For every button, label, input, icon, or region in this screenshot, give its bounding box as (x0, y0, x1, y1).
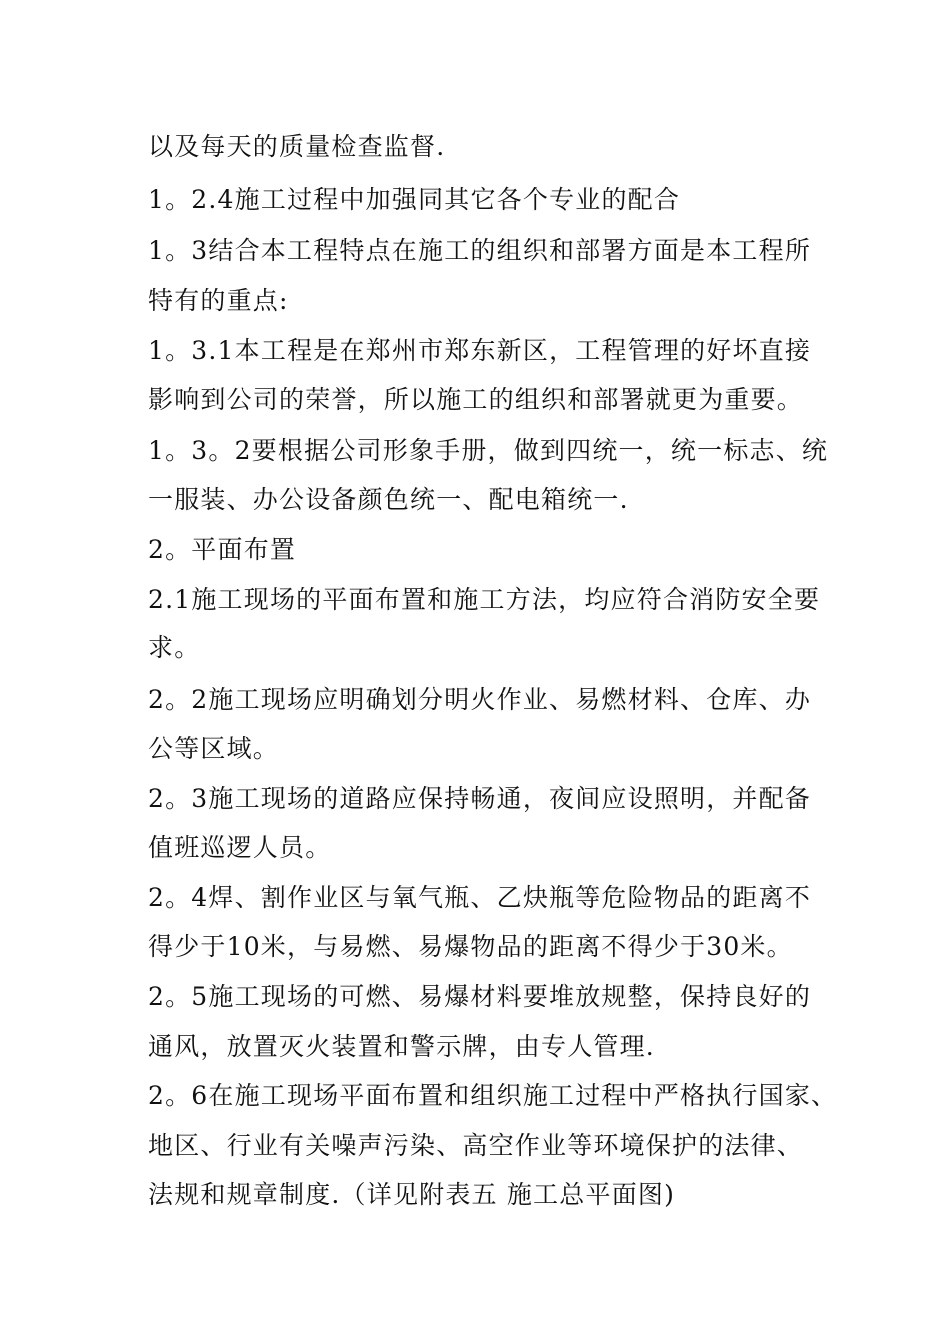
text-line: 通风，放置灭火装置和警示牌，由专人管理. (148, 1032, 655, 1061)
text-line: 求。 (148, 633, 201, 662)
text-line: 法规和规章制度.（详见附表五 施工总平面图) (148, 1180, 676, 1209)
text-line: 2。4焊、割作业区与氧气瓶、乙炔瓶等危险物品的距离不 (148, 883, 812, 912)
text-line: 公等区域。 (148, 734, 280, 763)
text-line: 值班巡逻人员。 (148, 833, 332, 862)
text-line: 2.1施工现场的平面布置和施工方法，均应符合消防安全要 (148, 585, 821, 614)
text-line: 2。3施工现场的道路应保持畅通，夜间应设照明，并配备 (148, 784, 812, 813)
text-line: 地区、行业有关噪声污染、高空作业等环境保护的法律、 (148, 1131, 804, 1160)
text-line: 1。3。2要根据公司形象手册，做到四统一，统一标志、统 (148, 436, 829, 465)
text-line: 影响到公司的荣誉，所以施工的组织和部署就更为重要。 (148, 385, 804, 414)
text-line: 1。3结合本工程特点在施工的组织和部署方面是本工程所 (148, 236, 812, 265)
text-line: 2。5施工现场的可燃、易爆材料要堆放规整，保持良好的 (148, 982, 812, 1011)
text-line: 1。2.4施工过程中加强同其它各个专业的配合 (148, 185, 681, 214)
text-line: 特有的重点: (148, 286, 289, 315)
section-heading: 2。平面布置 (148, 535, 297, 564)
text-line: 一服装、办公设备颜色统一、配电箱统一. (148, 485, 629, 514)
text-line: 2。2施工现场应明确划分明火作业、易燃材料、仓库、办 (148, 685, 812, 714)
text-line: 以及每天的质量检查监督. (148, 132, 446, 161)
text-line: 2。6在施工现场平面布置和组织施工过程中严格执行国家、 (148, 1081, 838, 1110)
text-line: 1。3.1本工程是在郑州市郑东新区，工程管理的好坏直接 (148, 336, 812, 365)
text-line: 得少于10米，与易燃、易爆物品的距离不得少于30米。 (148, 932, 793, 961)
